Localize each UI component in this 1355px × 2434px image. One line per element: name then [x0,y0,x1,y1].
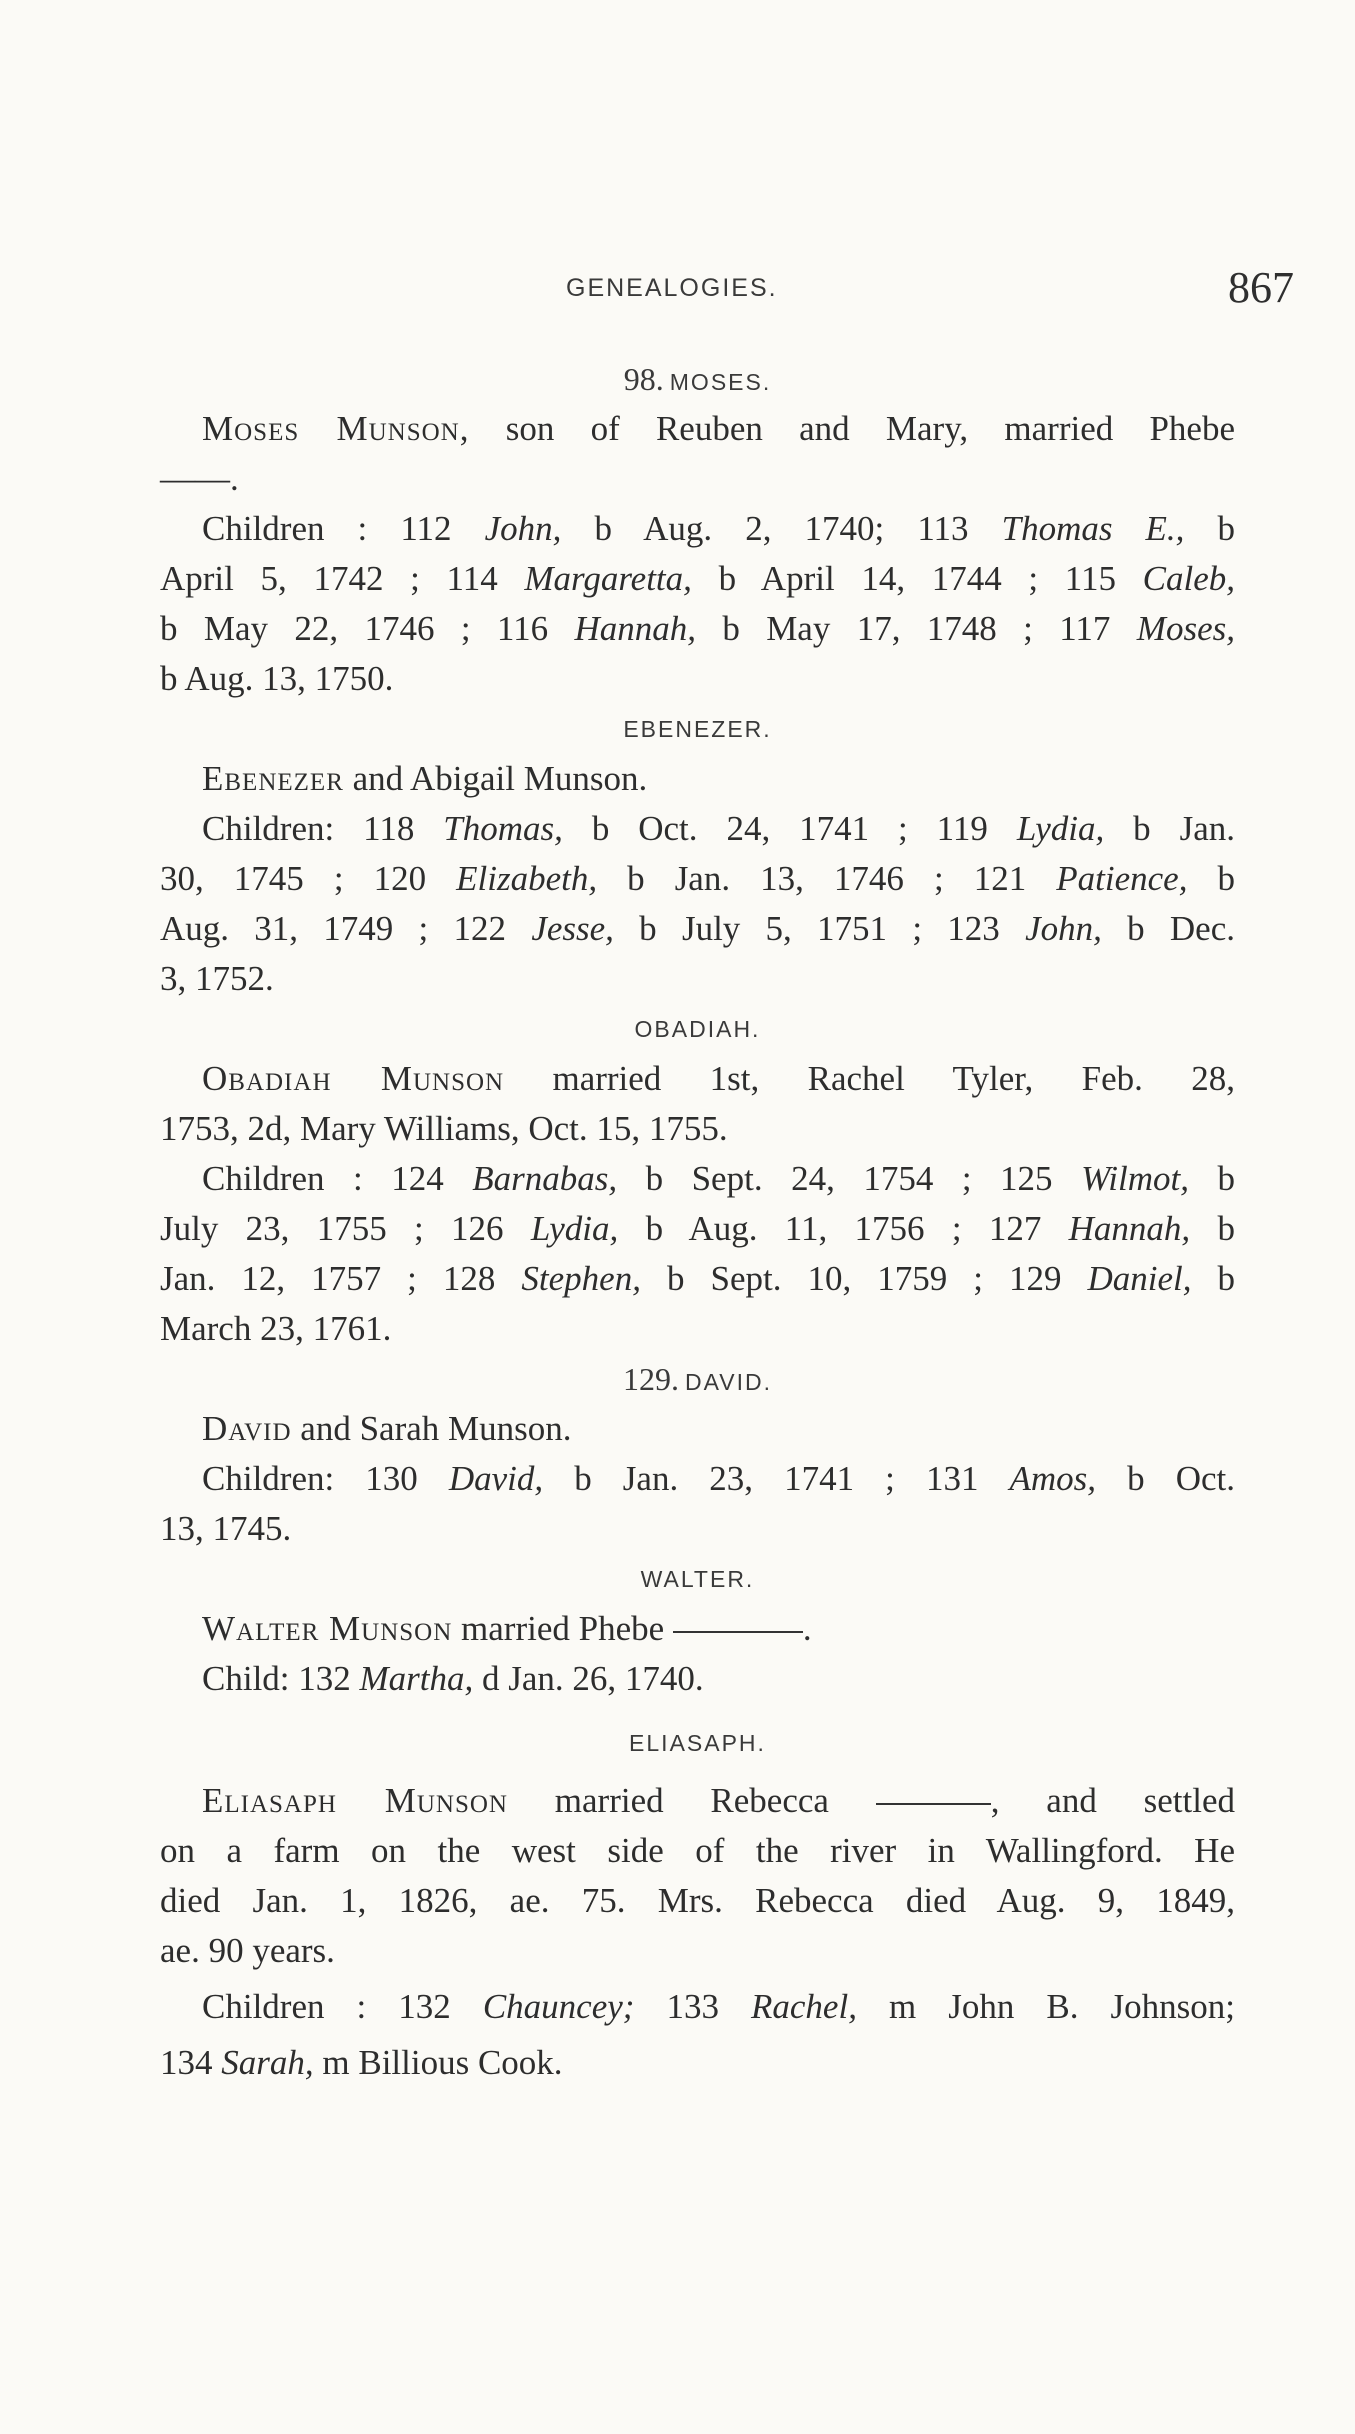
italic-name: Daniel, [1087,1259,1192,1298]
paragraph-line [160,1926,1235,1976]
text-run: died Jan. 1, 1826, ae. 75. Mrs. Rebecca died Aug. 9, 1849, [160,1881,1235,1920]
text-run: 1753, 2d, Mary Williams, Oct. 15, 1755. [160,1109,728,1148]
text-run: married 1st, Rachel Tyler, Feb. 28, [504,1059,1235,1098]
italic-name: Rachel, [751,1987,857,2026]
paragraph-line [160,654,1235,704]
paragraph-line [160,1304,1235,1354]
text-run: ELIASAPH. [629,1730,766,1756]
text-run: m John B. Johnson; [856,1987,1236,2026]
text-run: b May 22, 1746 ; 116 [160,609,575,648]
italic-name: Margaretta, [524,559,692,598]
italic-name: Amos, [1009,1459,1097,1498]
text-run: married Phebe [452,1609,665,1648]
paragraph-line [160,1054,1235,1104]
italic-name: Lydia, [530,1209,619,1248]
text-run: 98. [623,361,664,397]
page-body [160,354,1235,2088]
section-heading-moses [160,354,1235,404]
text-run: and Sarah Munson. [291,1409,572,1448]
blank-dash [876,1803,991,1805]
italic-name: Thomas, [443,809,563,848]
text-run: b [1190,1209,1235,1248]
person-name: Obadiah Munson [202,1059,505,1098]
paragraph-line [160,1776,1235,1826]
text-run: 13, 1745. [160,1509,292,1548]
text-run: b Aug. 13, 1750. [160,659,394,698]
text-run: 3, 1752. [160,959,274,998]
italic-name: Lydia, [1016,809,1105,848]
text-run: b [1189,1159,1236,1198]
text-run: 30, 1745 ; 120 [160,859,457,898]
section-heading-eliasaph [160,1718,1235,1768]
text-run: EBENEZER. [623,716,772,742]
paragraph-line [160,604,1235,654]
section-heading-walter [160,1554,1235,1604]
italic-name: Chauncey; [482,1987,635,2026]
section-heading-obadiah [160,1004,1235,1054]
paragraph-line [160,404,1235,454]
text-run: ——. [160,459,239,498]
blank-dash [673,1631,803,1633]
paragraph-line [160,1654,1235,1704]
person-name: Ebenezer [202,759,344,798]
text-run: Children: 118 [202,809,444,848]
text-run: b Oct. 24, 1741 ; 119 [562,809,1017,848]
text-run: married Rebecca [508,1781,876,1820]
text-run: April 5, 1742 ; 114 [160,559,525,598]
paragraph-line [160,804,1235,854]
text-run: b Jan. [1104,809,1235,848]
text-run: 133 [634,1987,752,2026]
paragraph-line [160,1876,1235,1926]
paragraph-line [160,954,1235,1004]
italic-name: Jesse, [531,909,614,948]
text-run: Jan. 12, 1757 ; 128 [160,1259,522,1298]
paragraph-line [160,1454,1235,1504]
text-run: on a farm on the west side of the river in Wallingford. He [160,1831,1235,1870]
italic-name: John, [484,509,562,548]
text-run: b Oct. [1096,1459,1235,1498]
paragraph-line [160,854,1235,904]
paragraph-line [160,1826,1235,1876]
text-run: Children : 124 [202,1159,473,1198]
text-run: MOSES. [669,369,772,395]
italic-name: Patience, [1056,859,1188,898]
paragraph-line [160,1982,1235,2032]
text-run: OBADIAH. [634,1016,761,1042]
text-run: Children : 112 [202,509,485,548]
paragraph-line [160,1204,1235,1254]
text-run: d Jan. 26, 1740. [473,1659,704,1698]
text-run: b Sept. 10, 1759 ; 129 [640,1259,1088,1298]
text-run: b [1187,859,1235,898]
text-run: son of Reuben and Mary, married Phebe [505,409,1235,448]
text-run: b Jan. 13, 1746 ; 121 [597,859,1057,898]
italic-name: Thomas E., [1001,509,1185,548]
page-header [0,263,1355,318]
text-run: Children: 130 [202,1459,449,1498]
italic-name: David, [448,1459,544,1498]
person-name: Moses Munson, [202,409,470,448]
paragraph-line [160,1504,1235,1554]
text-run: and Abigail Munson. [343,759,648,798]
paragraph-line [160,754,1235,804]
text-run: Children : 132 [202,1987,483,2026]
text-run: b Sept. 24, 1754 ; 125 [617,1159,1082,1198]
paragraph-line [160,904,1235,954]
text-run: b Jan. 23, 1741 ; 131 [543,1459,1010,1498]
italic-name: Hannah, [574,609,696,648]
text-run: 134 [160,2043,222,2082]
text-run: July 23, 1755 ; 126 [160,1209,531,1248]
text-run: b Aug. 2, 1740; 113 [561,509,1002,548]
italic-name: Barnabas, [472,1159,618,1198]
text-run: WALTER. [640,1566,755,1592]
paragraph-line [160,2038,1235,2088]
paragraph-line: Walter Munson married Phebe . [202,1609,812,1648]
italic-name: Martha, [359,1659,474,1698]
person-name: Walter Munson [202,1609,453,1648]
paragraph-line [160,1254,1235,1304]
paragraph-line [160,1154,1235,1204]
text-run: b Dec. [1101,909,1235,948]
person-name: Eliasaph Munson [202,1781,508,1820]
section-heading-david [160,1354,1235,1404]
text-run: 129. [623,1361,679,1397]
text-run: Child: 132 [202,1659,360,1698]
italic-name: Wilmot, [1081,1159,1189,1198]
text-run: ae. 90 years. [160,1931,335,1970]
text-run: March 23, 1761. [160,1309,392,1348]
paragraph-line [160,504,1235,554]
italic-name: Caleb, [1142,559,1236,598]
section-heading-ebenezer [160,704,1235,754]
text-run: DAVID. [685,1369,772,1395]
paragraph-line [160,1404,1235,1454]
page-number: 867 [1228,263,1294,312]
italic-name: Sarah, [221,2043,314,2082]
text-run: m Billious Cook. [313,2043,563,2082]
text-run: b Aug. 11, 1756 ; 127 [618,1209,1069,1248]
text-run: b July 5, 1751 ; 123 [613,909,1026,948]
text-run: b May 17, 1748 ; 117 [695,609,1137,648]
italic-name: John, [1025,909,1102,948]
paragraph-line [160,1104,1235,1154]
text-run: Aug. 31, 1749 ; 122 [160,909,532,948]
paragraph-line [160,454,1235,504]
running-head: GENEALOGIES. [566,274,778,302]
italic-name: Stephen, [521,1259,641,1298]
person-name: David [202,1409,292,1448]
text-run: , and settled [990,1781,1235,1820]
italic-name: Hannah, [1068,1209,1191,1248]
text-run: b [1191,1259,1235,1298]
text-run: b [1184,509,1235,548]
italic-name: Elizabeth, [456,859,598,898]
paragraph-line [160,554,1235,604]
text-run: b April 14, 1744 ; 115 [691,559,1143,598]
italic-name: Moses, [1136,609,1235,648]
